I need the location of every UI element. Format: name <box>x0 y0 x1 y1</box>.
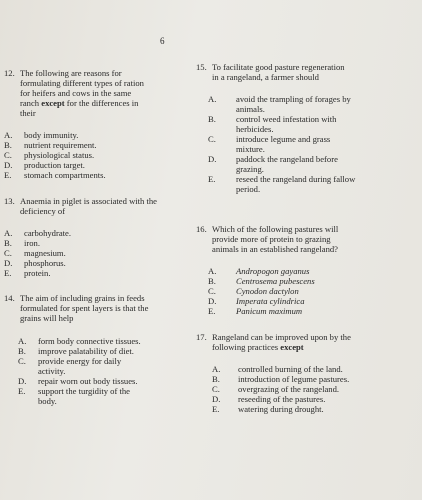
emphasis-except: except <box>280 342 304 352</box>
option[interactable]: D. reseeding of the pastures. <box>212 394 326 404</box>
options-list <box>196 364 356 414</box>
option[interactable]: A. Andropogon gayanus <box>208 266 310 276</box>
option[interactable]: C. Cynodon dactylon <box>208 286 299 296</box>
question-17 <box>196 332 356 414</box>
option[interactable]: D. Imperata cylindrica <box>208 296 305 306</box>
question-14 <box>4 293 170 406</box>
emphasis-except: except <box>41 98 65 108</box>
option[interactable]: A. body immunity. <box>4 130 79 140</box>
options-list <box>196 266 356 316</box>
question-text: 15. To facilitate good pasture regeneration in a rangeland, a farmer should <box>196 62 345 82</box>
option[interactable]: D. production target. <box>4 160 85 170</box>
question-text: 17. Rangeland can be improved upon by the following practices except <box>196 332 351 352</box>
option[interactable]: A. form body connective tissues. <box>18 336 141 346</box>
option[interactable]: C. overgrazing of the rangeland. <box>212 384 340 394</box>
page-number: 6 <box>160 36 165 46</box>
option[interactable]: E. watering during drought. <box>212 404 324 414</box>
option[interactable]: A. avoid the trampling of forages by animals. <box>208 94 351 114</box>
option[interactable]: D. paddock the rangeland before grazing. <box>208 154 338 174</box>
option[interactable]: C. introduce legume and grass mixture. <box>208 134 331 154</box>
option[interactable]: E. reseed the rangeland during fallow period. <box>208 174 356 194</box>
option[interactable]: B. nutrient requirement. <box>4 140 97 150</box>
options-list <box>196 94 356 194</box>
options-list <box>4 130 144 180</box>
option[interactable]: E. protein. <box>4 268 51 278</box>
question-text: 13. Anaemia in piglet is associated with the deficiency of <box>4 196 157 216</box>
question-13 <box>4 196 160 278</box>
option[interactable]: B. control weed infestation with herbicides. <box>208 114 337 134</box>
option[interactable]: B. Centrosema pubescens <box>208 276 315 286</box>
option[interactable]: C. provide energy for daily activity. <box>18 356 122 376</box>
option[interactable]: E. support the turgidity of the body. <box>18 386 130 406</box>
option[interactable]: E. Panicum maximum <box>208 306 303 316</box>
question-12 <box>4 68 144 180</box>
question-text: 14. The aim of including grains in feeds formulated for spent layers is that the grains will help <box>4 293 149 323</box>
question-16 <box>196 224 356 316</box>
option[interactable]: D. repair worn out body tissues. <box>18 376 138 386</box>
options-list <box>4 336 170 406</box>
option[interactable]: C. magnesium. <box>4 248 66 258</box>
option[interactable]: A. carbohydrate. <box>4 228 72 238</box>
option[interactable]: B. iron. <box>4 238 40 248</box>
option[interactable]: D. phosphorus. <box>4 258 66 268</box>
question-text: 12. The following are reasons for formulating different types of ration for heifers and cows in the same ranch except for the differences in their <box>4 68 144 118</box>
question-15 <box>196 62 356 194</box>
option[interactable]: B. improve palatability of diet. <box>18 346 134 356</box>
option[interactable]: E. stomach compartments. <box>4 170 106 180</box>
options-list <box>4 228 160 278</box>
option[interactable]: B. introduction of legume pastures. <box>212 374 350 384</box>
question-text: 16. Which of the following pastures will provide more of protein to grazing animals in an established rangeland? <box>196 224 339 254</box>
option[interactable]: A. controlled burning of the land. <box>212 364 343 374</box>
option[interactable]: C. physiological status. <box>4 150 95 160</box>
